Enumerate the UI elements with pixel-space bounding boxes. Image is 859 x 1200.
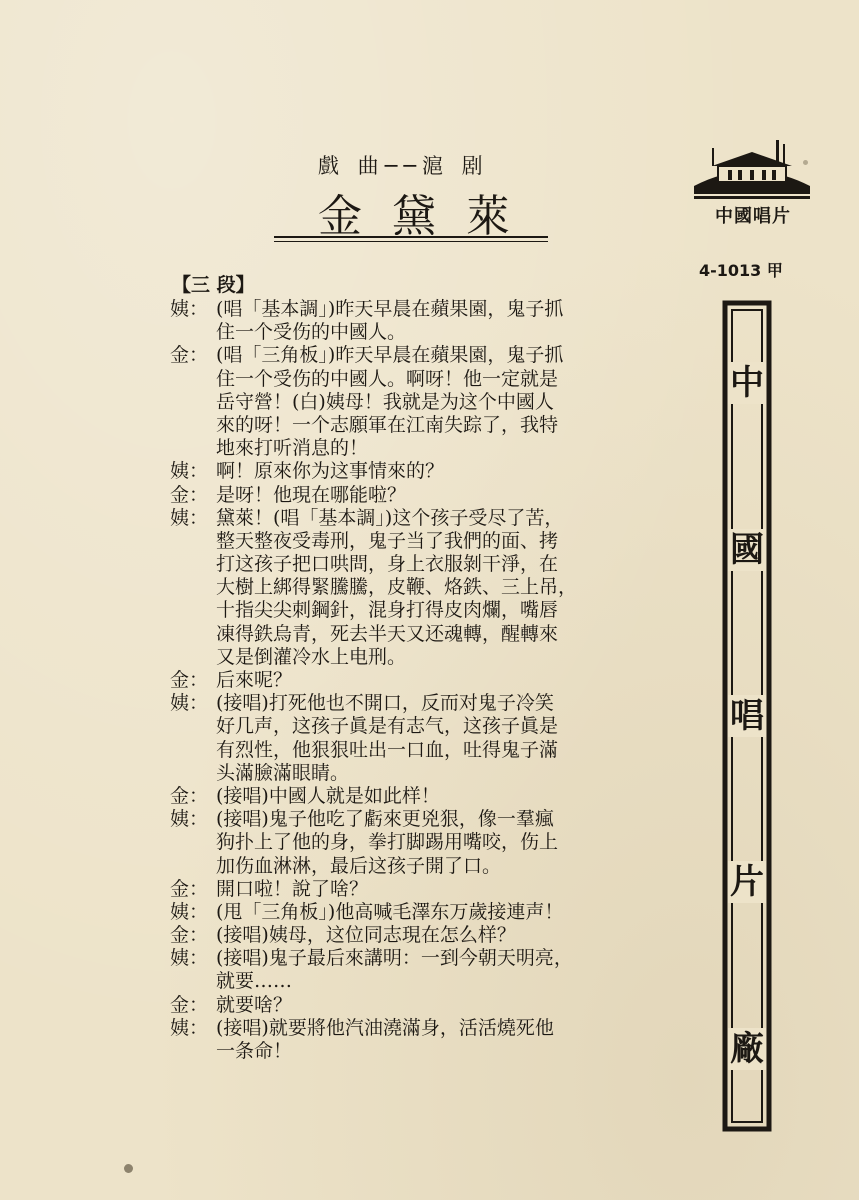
seal-char: 唱 bbox=[730, 695, 764, 736]
script-line bbox=[170, 831, 656, 854]
script-line bbox=[170, 669, 656, 692]
section-heading: 【三 段】 bbox=[172, 274, 255, 296]
line-text: 加伤血淋淋，最后这孩子開了口。 bbox=[216, 854, 502, 877]
speaker-label: 姨： bbox=[170, 900, 209, 923]
paper-spot bbox=[124, 1164, 133, 1173]
script-line bbox=[170, 646, 656, 669]
speaker-label: 姨： bbox=[170, 298, 209, 320]
line-text: (唱「基本調」)昨天早晨在蘋果園，鬼子抓 bbox=[216, 298, 564, 320]
line-text: (唱「三角板」)昨天早晨在蘋果園，鬼子抓 bbox=[216, 344, 564, 367]
script-line bbox=[170, 460, 656, 483]
speaker-label: 姨： bbox=[170, 506, 209, 529]
page-title: 金黛萊 bbox=[318, 191, 540, 242]
line-text: 十指尖尖刺鋼針，混身打得皮肉爛，嘴唇 bbox=[216, 599, 559, 622]
script-line bbox=[170, 715, 656, 738]
seal-char: 廠 bbox=[730, 1028, 764, 1069]
line-text: 一条命！ bbox=[216, 1040, 293, 1062]
speaker-label: 姨： bbox=[170, 808, 209, 831]
line-text: 就要…… bbox=[216, 970, 293, 993]
script-line bbox=[170, 391, 656, 414]
line-text: 地來打听消息的！ bbox=[216, 437, 369, 460]
line-text: (接唱)就要將他汽油澆滿身，活活燒死他 bbox=[216, 1016, 554, 1039]
title-underline-thin bbox=[274, 241, 548, 242]
script-line bbox=[170, 437, 656, 460]
line-text: 住一个受伤的中國人。啊呀！他一定就是 bbox=[216, 367, 559, 390]
line-text: 狗扑上了他的身，拳打脚踢用嘴咬，伤上 bbox=[216, 831, 559, 854]
script-line bbox=[170, 739, 656, 762]
script-line bbox=[170, 947, 656, 970]
speaker-label: 金： bbox=[170, 877, 209, 900]
script-line bbox=[170, 785, 656, 808]
script-line bbox=[170, 970, 656, 993]
speaker-label: 姨： bbox=[170, 1016, 209, 1039]
script-body bbox=[170, 298, 656, 1063]
line-text: (接唱)鬼子最后來講明：一到今朝天明亮， bbox=[216, 947, 573, 970]
line-text: 又是倒灌冷水上电刑。 bbox=[216, 645, 407, 668]
seal-char: 國 bbox=[730, 529, 764, 570]
script-line bbox=[170, 414, 656, 437]
speaker-label: 金： bbox=[170, 483, 209, 506]
script-line bbox=[170, 623, 656, 646]
title-underline bbox=[274, 236, 548, 238]
line-text: (接唱)鬼子他吃了虧來更兇狠，像一羣瘋 bbox=[216, 808, 554, 831]
paper-spot bbox=[803, 160, 808, 165]
vertical-seal bbox=[722, 300, 772, 1132]
brand-logo-text: 中國唱片 bbox=[715, 206, 791, 227]
line-text: 有烈性，他狠狠吐出一口血，吐得鬼子滿 bbox=[216, 738, 559, 761]
genre-heading: 戲 曲──滬 剧 bbox=[318, 154, 489, 178]
speaker-label: 姨： bbox=[170, 947, 209, 970]
line-text: 整天整夜受毒刑，鬼子当了我們的面、拷 bbox=[216, 529, 559, 552]
script-line bbox=[170, 808, 656, 831]
script-line bbox=[170, 530, 656, 553]
speaker-label: 金： bbox=[170, 993, 209, 1016]
line-text: (接唱)打死他也不開口，反而对鬼子冷笑 bbox=[216, 692, 554, 715]
line-text: (接唱)姨母，这位同志現在怎么样？ bbox=[216, 924, 516, 947]
line-text: 打这孩子把口哄問，身上衣服剝干淨，在 bbox=[216, 553, 559, 576]
speaker-label: 金： bbox=[170, 669, 209, 691]
line-text: 啊！原來你为这事情來的？ bbox=[216, 460, 445, 483]
speaker-label: 姨： bbox=[170, 460, 209, 483]
seal-char: 中 bbox=[730, 363, 764, 404]
script-line bbox=[170, 994, 656, 1017]
line-text: 大樹上綁得緊騰騰，皮鞭、烙鉄、三上吊， bbox=[216, 576, 578, 599]
speaker-label: 金： bbox=[170, 924, 209, 947]
script-line bbox=[170, 507, 656, 530]
line-text: 凍得鉄烏青，死去半天又还魂轉，醒轉來 bbox=[216, 622, 559, 645]
script-line bbox=[170, 368, 656, 391]
line-text: 住一个受伤的中國人。 bbox=[216, 321, 407, 344]
script-line bbox=[170, 321, 656, 344]
script-line bbox=[170, 901, 656, 924]
script-line bbox=[170, 599, 656, 622]
line-text: 后來呢？ bbox=[216, 669, 293, 691]
line-text: 黛萊！(唱「基本調」)这个孩子受尽了苦， bbox=[216, 506, 564, 529]
line-text: 好几声，这孩子眞是有志气，这孩子眞是 bbox=[216, 715, 559, 738]
script-line bbox=[170, 298, 656, 321]
seal-char: 片 bbox=[730, 862, 764, 903]
script-line bbox=[170, 576, 656, 599]
speaker-label: 金： bbox=[170, 784, 209, 807]
speaker-label: 姨： bbox=[170, 692, 209, 715]
script-line bbox=[170, 1017, 656, 1040]
line-text: 來的呀！一个志願軍在江南失踪了，我特 bbox=[216, 413, 559, 436]
script-line bbox=[170, 553, 656, 576]
catalog-number: 4-1013 甲 bbox=[699, 261, 783, 280]
script-line bbox=[170, 878, 656, 901]
speaker-label: 金： bbox=[170, 344, 209, 367]
script-line bbox=[170, 762, 656, 785]
script-line bbox=[170, 344, 656, 367]
line-text: 头滿臉滿眼睛。 bbox=[216, 761, 350, 784]
script-line bbox=[170, 692, 656, 715]
script-line bbox=[170, 924, 656, 947]
line-text: 開口啦！說了啥？ bbox=[216, 877, 369, 900]
script-line bbox=[170, 1040, 656, 1063]
line-text: 就要啥？ bbox=[216, 993, 293, 1016]
script-line bbox=[170, 855, 656, 878]
script-line bbox=[170, 484, 656, 507]
line-text: 是呀！他現在哪能啦？ bbox=[216, 483, 407, 506]
line-text: (甩「三角板」)他高喊毛澤东万歲接連声！ bbox=[216, 900, 564, 923]
line-text: (接唱)中國人就是如此样！ bbox=[216, 784, 440, 807]
line-text: 岳守營！(白)姨母！我就是为这个中國人 bbox=[216, 390, 554, 413]
